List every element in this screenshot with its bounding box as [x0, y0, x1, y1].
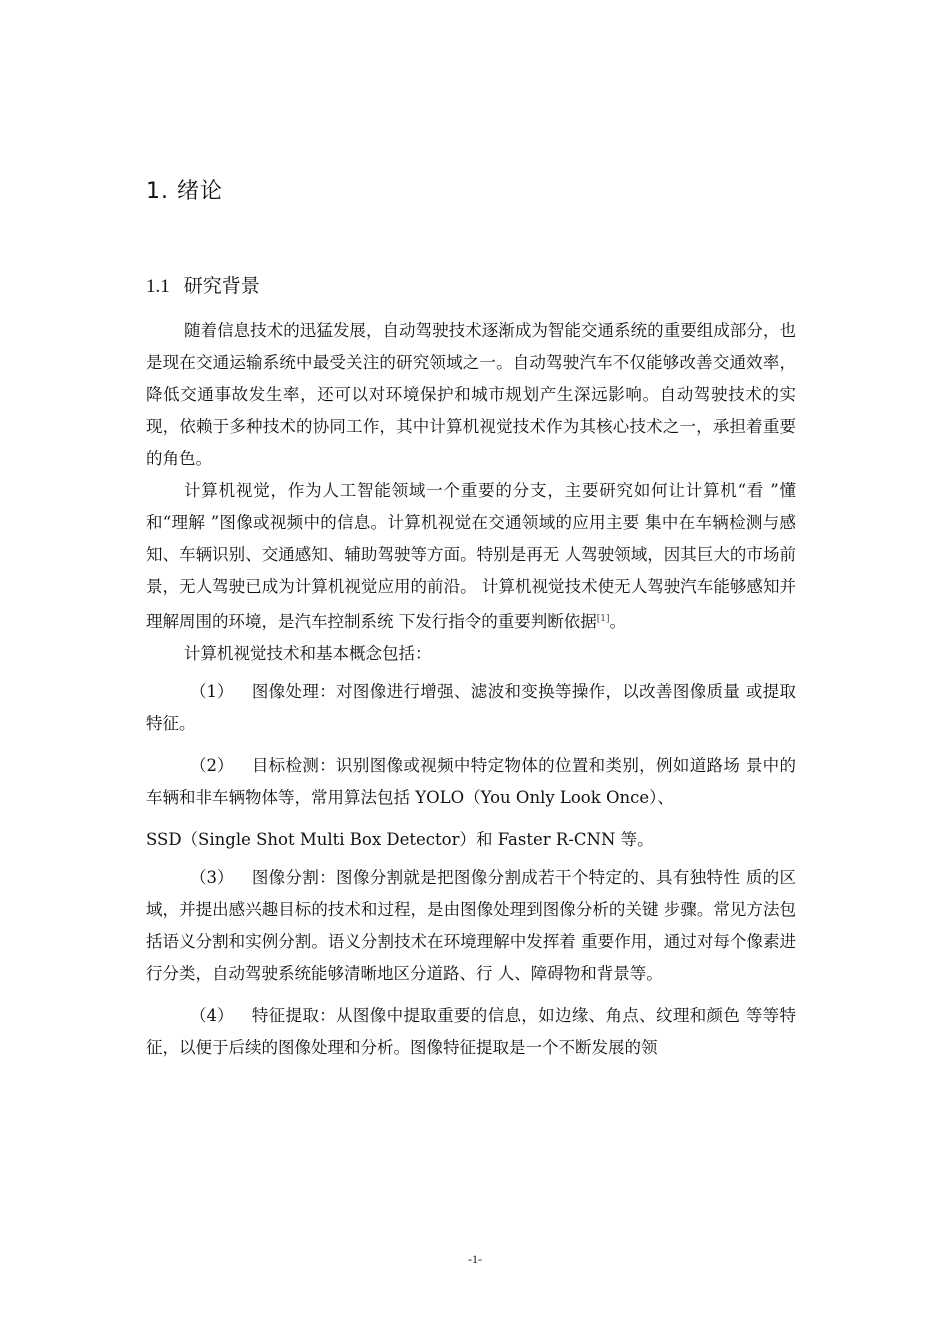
paragraph-background: 随着信息技术的迅猛发展，自动驾驶技术逐渐成为智能交通系统的重要组成部分，也是现在交通运输系统中最受关注的研究领域之一。自动驾驶汽车不仅能够改善交通效率，降低交通事故发生率，还可以对环境保护和城市规划产生深远影响。自动驾驶技术的实现，依赖于多种技术的协同工作，其中计算机视觉技术作为其核心技术之一，承担着重要的角色。 — [146, 321, 796, 468]
paragraph-computer-vision-text: 计算机视觉，作为人工智能领域一个重要的分支，主要研究如何让计算机“看 ”懂和“理解 ”图像或视频中的信息。计算机视觉在交通领域的应用主要 集中在车辆检测与感知、车辆识别、交通感知、辅助驾驶等方面。特别是再无 人驾驶领域，因其巨大的市场前景，无人驾驶已成为计算机视觉应用的前沿。 计算机视觉技术使无人驾驶汽车能够感知并理解周围的环境，是汽车控制系统 下发行指令的重要判断依据 — [146, 481, 796, 631]
list-item-text: 特征提取：从图像中提取重要的信息，如边缘、角点、纹理和颜色 等等特征，以便于后续的图像处理和分析。图像特征提取是一个不断发展的领 — [146, 1006, 796, 1057]
list-item — [146, 676, 796, 740]
paragraph-end-mark: 。 — [609, 612, 626, 631]
list-item — [146, 862, 796, 990]
list-item-text: 目标检测：识别图像或视频中特定物体的位置和类别，例如道路场 景中的车辆和非车辆物体等，常用算法包括 YOLO（You Only Look Once）、 — [146, 756, 796, 807]
list-item — [146, 750, 796, 814]
list-item-continuation: SSD（Single Shot Multi Box Detector）和 Faster R-CNN 等。 — [146, 830, 654, 849]
paragraph-concepts-intro: 计算机视觉技术和基本概念包括： — [184, 644, 432, 663]
list-item-label: （2） — [190, 756, 234, 775]
chapter-title: 1. 绪论 — [146, 179, 223, 204]
list-item-label: （4） — [190, 1006, 234, 1025]
section-number: 1.1 — [146, 276, 170, 297]
paragraph-computer-vision — [146, 475, 796, 638]
list-item-text: 图像分割：图像分割就是把图像分割成若干个特定的、具有独特性 质的区域，并提出感兴趣目标的技术和过程，是由图像处理到图像分析的关键 步骤。常见方法包括语义分割和实例分割。语义分割技术在环境理解中发挥着 重要作用，通过对每个像素进行分类，自动驾驶系统能够清晰地区分道路、行 人、障碍物和背景等。 — [146, 868, 796, 983]
list-item — [146, 1000, 796, 1064]
list-item-label: （1） — [190, 682, 234, 701]
document-body — [146, 315, 796, 1064]
citation-ref: [1] — [596, 614, 610, 624]
section-title: 研究背景 — [183, 275, 260, 297]
page-number: -1- — [468, 1252, 482, 1266]
section-heading — [146, 271, 260, 298]
list-item-text: 图像处理：对图像进行增强、滤波和变换等操作，以改善图像质量 或提取特征。 — [146, 682, 796, 733]
list-item-label: （3） — [190, 868, 234, 887]
